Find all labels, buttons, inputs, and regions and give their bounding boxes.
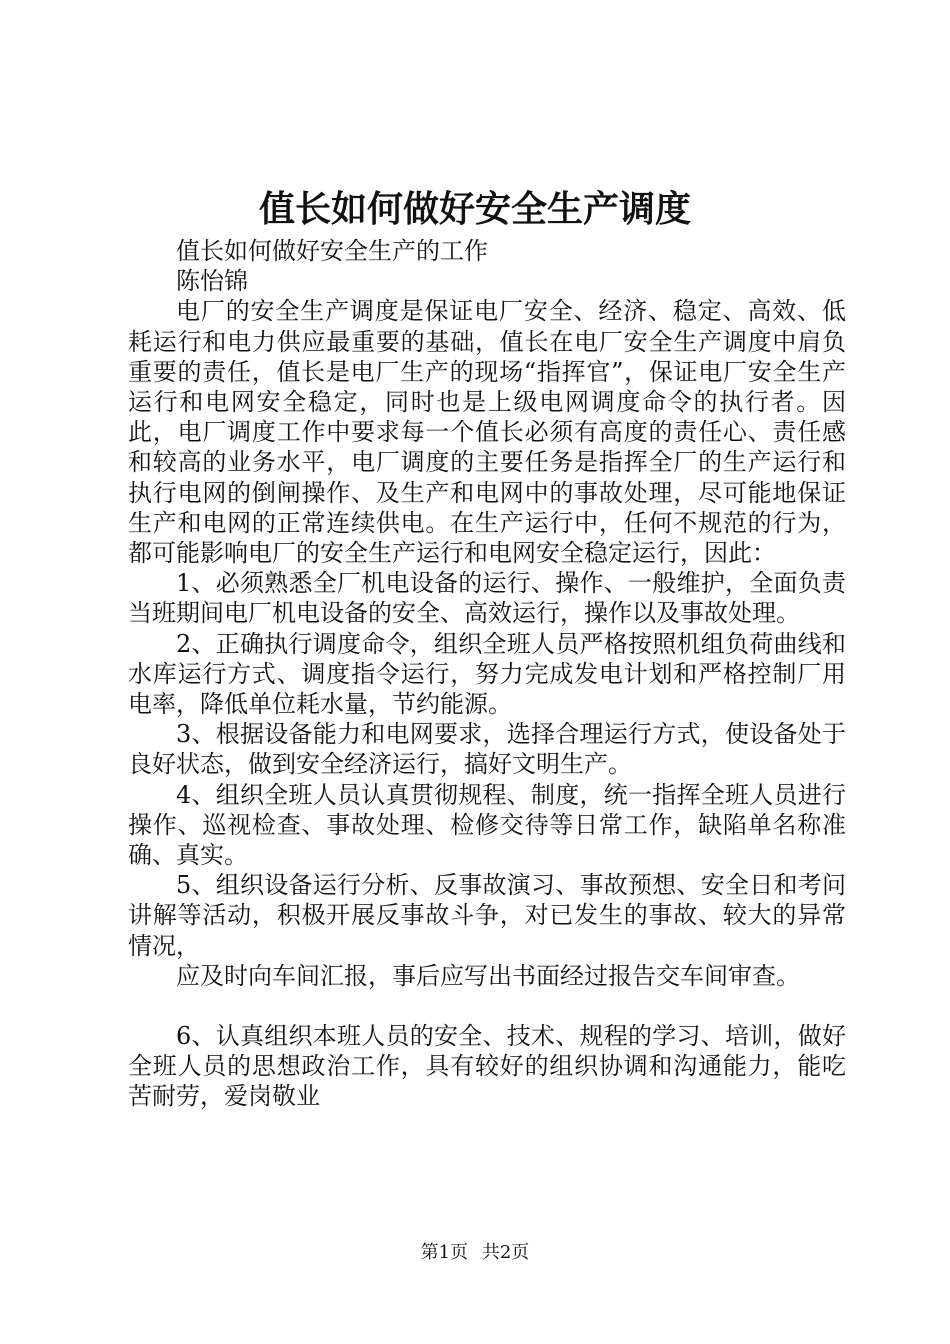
paragraph-author: 陈怡锦 bbox=[176, 267, 248, 296]
document-title: 值长如何做好安全生产调度 bbox=[258, 188, 691, 230]
paragraph-item-3: 3、根据设备能力和电网要求，选择合理运行方式，使设备处于良好状态，做到安全经济运行，搞好文明生产。 bbox=[128, 720, 846, 779]
paragraph-item-5: 5、组织设备运行分析、反事故演习、事故预想、安全日和考问讲解等活动，积极开展反事故斗争，对已发生的事故、较大的异常情况， bbox=[128, 871, 846, 960]
paragraph-item-1: 1、必须熟悉全厂机电设备的运行、操作、一般维护，全面负责当班期间电厂机电设备的安全、高效运行，操作以及事故处理。 bbox=[128, 569, 846, 628]
page-number-total: 共2页 bbox=[481, 1242, 530, 1263]
document-body bbox=[128, 236, 846, 1112]
paragraph-item-2: 2、正确执行调度命令，组织全班人员严格按照机组负荷曲线和水库运行方式、调度指令运行，努力完成发电计划和严格控制厂用电率，降低单位耗水量，节约能源。 bbox=[128, 629, 846, 719]
paragraph-item-6: 6、认真组织本班人员的安全、技术、规程的学习、培训，做好全班人员的思想政治工作，具有较好的组织协调和沟通能力，能吃苦耐劳，爱岗敬业 bbox=[128, 1022, 846, 1111]
page-number-current: 第1页 bbox=[420, 1242, 469, 1263]
paragraph-item-5-continued: 应及时向车间汇报，事后应写出书面经过报告交车间审查。 bbox=[176, 961, 800, 990]
paragraph-intro: 电厂的安全生产调度是保证电厂安全、经济、稳定、高效、低耗运行和电力供应最重要的基础，值长在电厂安全生产调度中肩负重要的责任，值长是电厂生产的现场“指挥官”，保证电厂安全生产运行和电网安全稳定，同时也是上级电网调度命令的执行者。因此，电厂调度工作中要求每一个值长必须有高度的责任心、责任感和较高的业务水平，电厂调度的主要任务是指挥全厂的生产运行和执行电网的倒闸操作、及生产和电网中的事故处理，尽可能地保证生产和电网的正常连续供电。在生产运行中，任何不规范的行为，都可能影响电厂的安全生产运行和电网安全稳定运行，因此： bbox=[128, 297, 846, 568]
paragraph-item-4: 4、组织全班人员认真贯彻规程、制度，统一指挥全班人员进行操作、巡视检查、事故处理、检修交待等日常工作，缺陷单名称准确、真实。 bbox=[128, 780, 846, 870]
page-footer bbox=[0, 1240, 950, 1266]
paragraph-subtitle: 值长如何做好安全生产的工作 bbox=[176, 237, 488, 265]
